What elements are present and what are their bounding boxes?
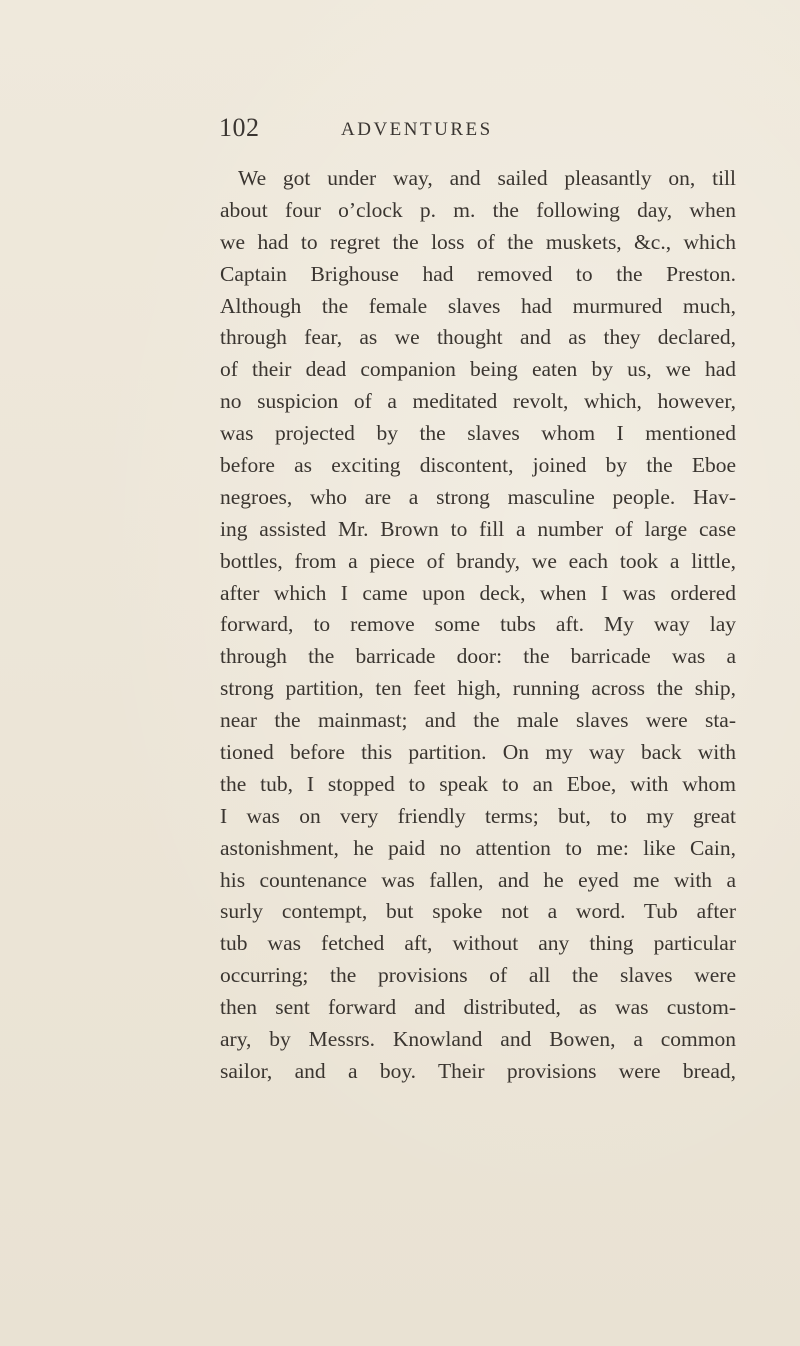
text-line: of their dead companion being eaten by us, we had <box>220 357 736 382</box>
running-head: ADVENTURES <box>341 119 493 140</box>
text-line: before as exciting discontent, joined by the Eboe <box>220 453 736 478</box>
text-line: tub was fetched aft, without any thing particular <box>220 931 736 956</box>
text-line: strong partition, ten feet high, running across the ship, <box>220 676 736 701</box>
text-line: we had to regret the loss of the muskets, &c., which <box>220 229 736 254</box>
text-line: then sent forward and distributed, as was custom- <box>220 995 736 1020</box>
text-line: through the barricade door: the barricade was a <box>220 644 736 669</box>
text-line: after which I came upon deck, when I was ordered <box>220 580 736 605</box>
text-line: negroes, who are a strong masculine people. Hav- <box>220 484 736 509</box>
text-line: no suspicion of a meditated revolt, which, however, <box>220 389 736 414</box>
body-paragraph <box>220 163 736 1088</box>
text-line: Captain Brighouse had removed to the Preston. <box>220 261 736 286</box>
text-line: tioned before this partition. On my way back with <box>220 740 736 765</box>
text-line: occurring; the provisions of all the slaves were <box>220 963 736 988</box>
text-line: ing assisted Mr. Brown to fill a number of large case <box>220 516 736 541</box>
text-line: Although the female slaves had murmured much, <box>220 293 736 318</box>
page-number: 102 <box>219 113 260 142</box>
text-line: I was on very friendly terms; but, to my great <box>220 803 736 828</box>
text-line: We got under way, and sailed pleasantly on, till <box>238 166 736 190</box>
text-line: sailor, and a boy. Their provisions were bread, <box>220 1058 736 1083</box>
text-line: ary, by Messrs. Knowland and Bowen, a common <box>220 1027 736 1052</box>
text-line: near the mainmast; and the male slaves were sta- <box>220 708 736 733</box>
text-line: astonishment, he paid no attention to me: like Cain, <box>220 835 736 860</box>
text-line: through fear, as we thought and as they declared, <box>220 325 736 350</box>
text-line: the tub, I stopped to speak to an Eboe, with whom <box>220 771 736 796</box>
text-line: bottles, from a piece of brandy, we each took a little, <box>220 548 736 573</box>
text-line: his countenance was fallen, and he eyed me with a <box>220 867 736 892</box>
text-line: about four o’clock p. m. the following day, when <box>220 197 736 222</box>
text-line: forward, to remove some tubs aft. My way lay <box>220 612 736 637</box>
text-line: surly contempt, but spoke not a word. Tub after <box>220 899 736 924</box>
text-line: was projected by the slaves whom I mentioned <box>220 421 736 446</box>
